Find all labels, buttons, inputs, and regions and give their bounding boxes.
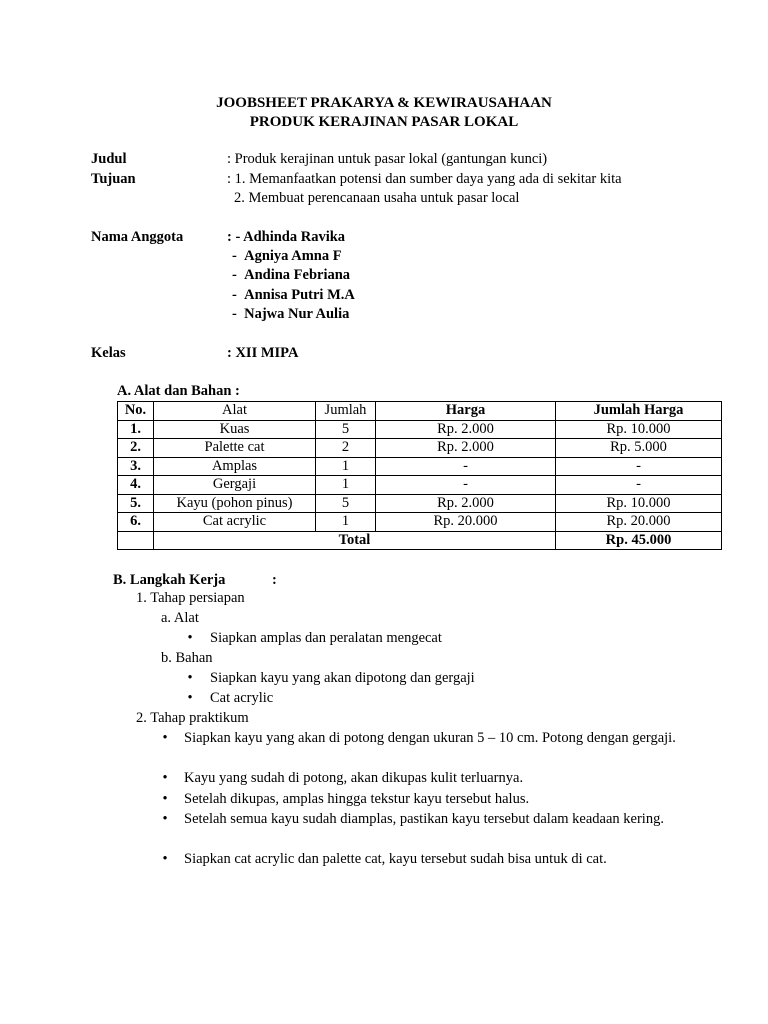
header-no: No.: [118, 402, 154, 421]
alat-bahan-table: [117, 401, 722, 550]
cell-jumlah: 1: [316, 513, 376, 532]
total-value: Rp. 45.000: [556, 531, 722, 550]
table-header-row: [118, 402, 722, 421]
cell-alat: Cat acrylic: [154, 513, 316, 532]
step-2-heading: 2. Tahap praktikum: [136, 710, 249, 726]
table-total-row: [118, 531, 722, 550]
judul-field: [91, 150, 711, 170]
list-item: Siapkan cat acrylic dan palette cat, kayu tersebut sudah bisa untuk di cat.: [184, 851, 607, 867]
anggota-label: Nama Anggota: [91, 229, 184, 245]
total-label: Total: [154, 531, 556, 550]
table-row: [118, 513, 722, 532]
anggota-member-row-3: - Andina Febriana: [232, 267, 351, 283]
header-alat: Alat: [154, 402, 316, 421]
kelas-label: Kelas: [91, 345, 126, 361]
kelas-field: [91, 344, 711, 364]
bullet-icon: [161, 810, 169, 830]
list-item: Setelah semua kayu sudah diamplas, pastikan kayu tersebut dalam keadaan kering.: [184, 811, 664, 827]
cell-jumlah-harga: Rp. 5.000: [556, 439, 722, 458]
cell-alat: Gergaji: [154, 476, 316, 495]
cell-harga: Rp. 2.000: [376, 420, 556, 439]
cell-jumlah-harga: -: [556, 457, 722, 476]
table-row: [118, 457, 722, 476]
cell-jumlah: 1: [316, 476, 376, 495]
anggota-field: [91, 228, 711, 248]
anggota-first-line: [227, 228, 345, 248]
judul-label: Judul: [91, 151, 127, 167]
step-1a-heading: a. Alat: [161, 610, 199, 626]
cell-harga: Rp. 2.000: [376, 494, 556, 513]
cell-no: 1.: [118, 420, 154, 439]
bullet-icon: [161, 729, 169, 749]
bullet-icon: [186, 669, 194, 689]
anggota-member-3: Andina Febriana: [244, 267, 351, 283]
step-1b-heading: b. Bahan: [161, 650, 213, 666]
cell-alat: Kuas: [154, 420, 316, 439]
table-row: [118, 494, 722, 513]
list-item: Siapkan kayu yang akan di potong dengan ukuran 5 – 10 cm. Potong dengan gergaji.: [184, 730, 676, 746]
list-item: Cat acrylic: [210, 690, 274, 706]
tujuan-item-2: 2. Membuat perencanaan usaha untuk pasar local: [234, 190, 520, 206]
cell-jumlah-harga: Rp. 10.000: [556, 494, 722, 513]
anggota-member-row-2: - Agniya Amna F: [232, 248, 342, 264]
anggota-member-row-5: - Najwa Nur Aulia: [232, 306, 350, 322]
judul-value: : Produk kerajinan untuk pasar lokal (gantungan kunci): [227, 151, 548, 167]
cell-no: 2.: [118, 439, 154, 458]
cell-jumlah: 5: [316, 494, 376, 513]
doc-title: JOOBSHEET PRAKARYA & KEWIRAUSAHAAN: [216, 95, 552, 111]
doc-subtitle: PRODUK KERAJINAN PASAR LOKAL: [249, 114, 519, 130]
anggota-prefix: : -: [227, 229, 244, 245]
cell-harga: Rp. 20.000: [376, 513, 556, 532]
cell-alat: Kayu (pohon pinus): [154, 494, 316, 513]
anggota-member-4: Annisa Putri M.A: [244, 287, 355, 303]
anggota-member-row-4: - Annisa Putri M.A: [232, 287, 355, 303]
bullet-icon: [161, 790, 169, 810]
cell-jumlah: 2: [316, 439, 376, 458]
header-jumlah-harga: Jumlah Harga: [556, 402, 722, 421]
list-item: Kayu yang sudah di potong, akan dikupas kulit terluarnya.: [184, 770, 524, 786]
bullet-icon: [186, 689, 194, 709]
kelas-value: : XII MIPA: [227, 345, 299, 361]
table-row: [118, 439, 722, 458]
step-1-heading: 1. Tahap persiapan: [136, 590, 245, 606]
tujuan-field: [91, 170, 711, 190]
total-empty-cell: [118, 531, 154, 550]
bullet-icon: [161, 850, 169, 870]
cell-jumlah: 1: [316, 457, 376, 476]
section-a-title: A. Alat dan Bahan :: [117, 383, 240, 399]
cell-harga: Rp. 2.000: [376, 439, 556, 458]
header-jumlah: Jumlah: [316, 402, 376, 421]
cell-no: 5.: [118, 494, 154, 513]
cell-jumlah-harga: Rp. 10.000: [556, 420, 722, 439]
cell-no: 3.: [118, 457, 154, 476]
tujuan-item-1: : 1. Memanfaatkan potensi dan sumber daya yang ada di sekitar kita: [227, 171, 622, 187]
cell-alat: Palette cat: [154, 439, 316, 458]
list-item: Siapkan amplas dan peralatan mengecat: [210, 630, 442, 646]
anggota-member-1: Adhinda Ravika: [243, 229, 346, 245]
anggota-member-2: Agniya Amna F: [244, 248, 342, 264]
header-harga: Harga: [376, 402, 556, 421]
cell-jumlah-harga: -: [556, 476, 722, 495]
list-item: Siapkan kayu yang akan dipotong dan gergaji: [210, 670, 475, 686]
cell-no: 4.: [118, 476, 154, 495]
cell-jumlah-harga: Rp. 20.000: [556, 513, 722, 532]
table-row: [118, 420, 722, 439]
table-row: [118, 476, 722, 495]
bullet-icon: [161, 769, 169, 789]
bullet-icon: [186, 629, 194, 649]
cell-alat: Amplas: [154, 457, 316, 476]
cell-jumlah: 5: [316, 420, 376, 439]
cell-harga: -: [376, 476, 556, 495]
section-b-colon: :: [272, 572, 277, 588]
tujuan-label: Tujuan: [91, 171, 136, 187]
section-b-title: B. Langkah Kerja: [113, 572, 226, 588]
list-item: Setelah dikupas, amplas hingga tekstur kayu tersebut halus.: [184, 791, 530, 807]
anggota-member-5: Najwa Nur Aulia: [244, 306, 350, 322]
cell-no: 6.: [118, 513, 154, 532]
cell-harga: -: [376, 457, 556, 476]
